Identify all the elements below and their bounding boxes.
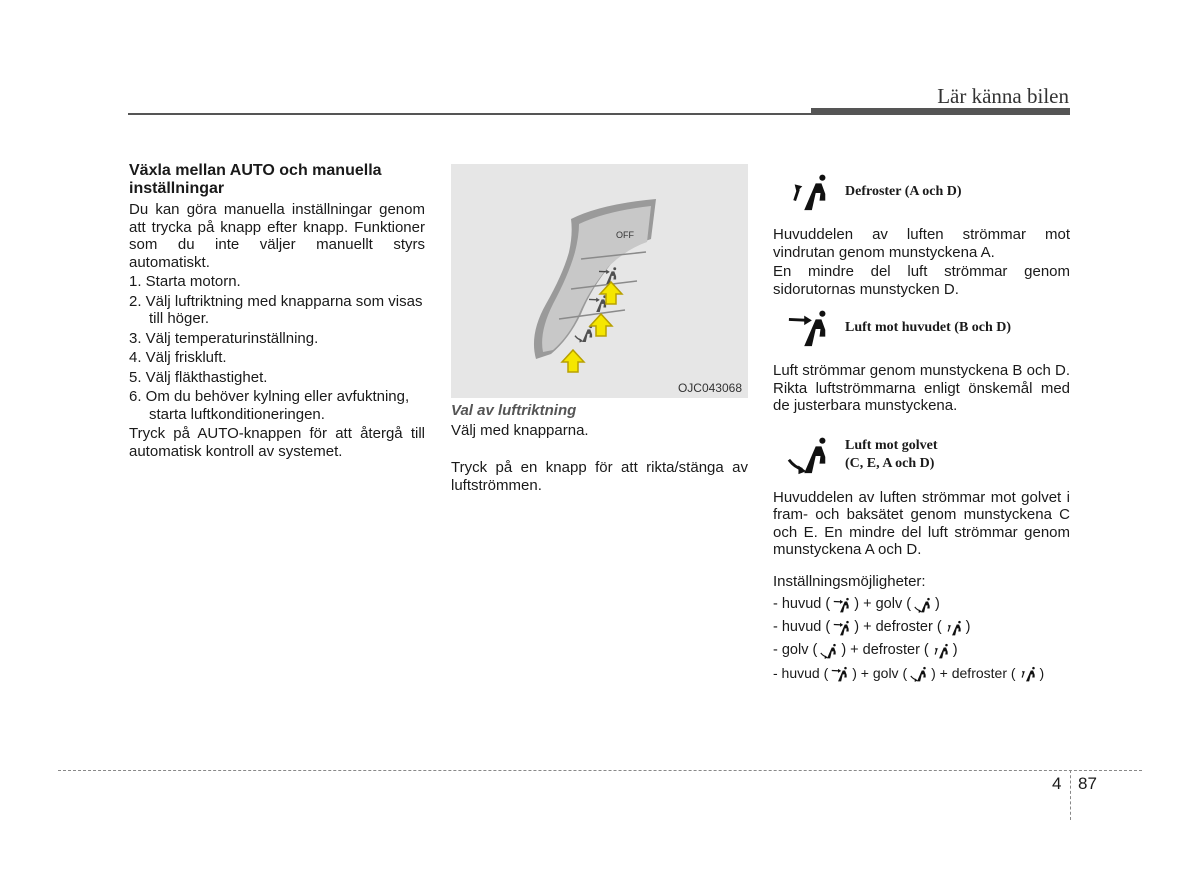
option-text: ) + defroster (	[841, 642, 929, 659]
step-item: 3. Välj temperaturinställning.	[129, 329, 319, 347]
face-mode-icon	[773, 306, 845, 350]
options-title: Inställningsmöjligheter:	[773, 572, 926, 590]
header-rule	[128, 113, 811, 115]
face-title: Luft mot huvudet (B och D)	[845, 320, 1012, 335]
option-text: - huvud (	[773, 596, 831, 613]
caption-text: Välj med knapparna.	[451, 421, 589, 439]
option-text: ) + defroster (	[931, 665, 1016, 682]
floor-icon	[907, 665, 931, 683]
control-panel-figure	[451, 164, 748, 398]
intro-paragraph: Du kan göra manuella inställningar genom att trycka på knapp efter knapp. Funktioner som du inte väljer manuellt styrs automatiskt.	[129, 201, 425, 271]
option-text: ) + golv (	[852, 665, 908, 682]
middle-paragraph: Tryck på en knapp för att rikta/stänga av luftströmmen.	[451, 459, 748, 494]
figure-code: OJC043068	[677, 381, 742, 395]
footer-vertical-divider	[1070, 770, 1071, 820]
section-heading: Växla mellan AUTO och manuella inställningar	[129, 162, 382, 197]
step-item: 4. Välj friskluft.	[129, 349, 227, 366]
floor-icon	[911, 596, 935, 614]
off-label: OFF	[616, 230, 634, 240]
left-column	[129, 162, 425, 462]
right-column	[773, 170, 1070, 688]
defrost-paragraph: Huvuddelen av luften strömmar mot vindrutan genom munstyckena A.	[773, 226, 1070, 261]
face-icon	[830, 619, 854, 637]
floor-mode-row	[773, 433, 1070, 477]
page-number: 87	[1078, 774, 1097, 793]
floor-title-line1: Luft mot golvet	[845, 437, 938, 453]
step-item: 5. Välj fläkthastighet.	[129, 368, 268, 386]
option-text: )	[1039, 665, 1045, 682]
defrost-icon	[929, 642, 953, 660]
option-text: - golv (	[773, 642, 818, 659]
header-rule-accent	[811, 108, 1070, 115]
option-face-floor	[773, 596, 1070, 614]
defrost-icon	[1016, 665, 1040, 683]
footer-divider	[58, 770, 1142, 771]
floor-title	[845, 437, 938, 473]
steps-list	[129, 273, 425, 423]
option-floor-defrost	[773, 642, 1070, 660]
defrost-icon	[942, 619, 966, 637]
option-face-defrost	[773, 619, 1070, 637]
face-paragraph: Luft strömmar genom munstyckena B och D. Rikta luftströmmarna enligt önskemål med de justerbara munstyckena.	[773, 362, 1070, 414]
step-item: 6. Om du behöver kylning eller avfuktning, starta luftkonditioneringen.	[129, 388, 410, 423]
option-text: )	[965, 619, 971, 636]
option-text: ) + defroster (	[854, 619, 942, 636]
option-text: - huvud (	[773, 665, 829, 682]
defrost-mode-icon	[773, 170, 845, 214]
control-panel-illustration	[451, 164, 748, 398]
defrost-paragraph-2: En mindre del luft strömmar genom sidorutornas munstycken D.	[773, 263, 1070, 298]
figure-caption: Val av luftriktning	[451, 402, 577, 419]
step-item: 1. Starta motorn.	[129, 273, 241, 290]
face-icon	[828, 665, 852, 683]
defrost-title: Defroster (A och D)	[845, 184, 962, 199]
face-icon	[830, 596, 854, 614]
option-face-floor-defrost	[773, 665, 1070, 683]
option-text: )	[952, 642, 958, 659]
page-header-title: Lär känna bilen	[937, 84, 1069, 108]
option-text: )	[935, 596, 940, 613]
outro-paragraph: Tryck på AUTO-knappen för att återgå till automatisk kontroll av systemet.	[129, 425, 425, 460]
defrost-mode-row	[773, 170, 1070, 214]
option-text: ) + golv (	[854, 596, 912, 613]
floor-mode-icon	[773, 433, 845, 477]
step-item: 2. Välj luftriktning med knapparna som visas till höger.	[129, 292, 423, 327]
middle-column	[451, 402, 748, 496]
floor-paragraph: Huvuddelen av luften strömmar mot golvet i fram- och baksätet genom munstyckena C och E. En mindre del luft strömmar genom munstyckena A och D.	[773, 488, 1070, 558]
floor-icon	[817, 642, 841, 660]
option-text: - huvud (	[773, 619, 831, 636]
face-mode-row	[773, 306, 1070, 350]
floor-title-line2: (C, E, A och D)	[845, 455, 935, 471]
section-number: 4	[1052, 774, 1062, 793]
